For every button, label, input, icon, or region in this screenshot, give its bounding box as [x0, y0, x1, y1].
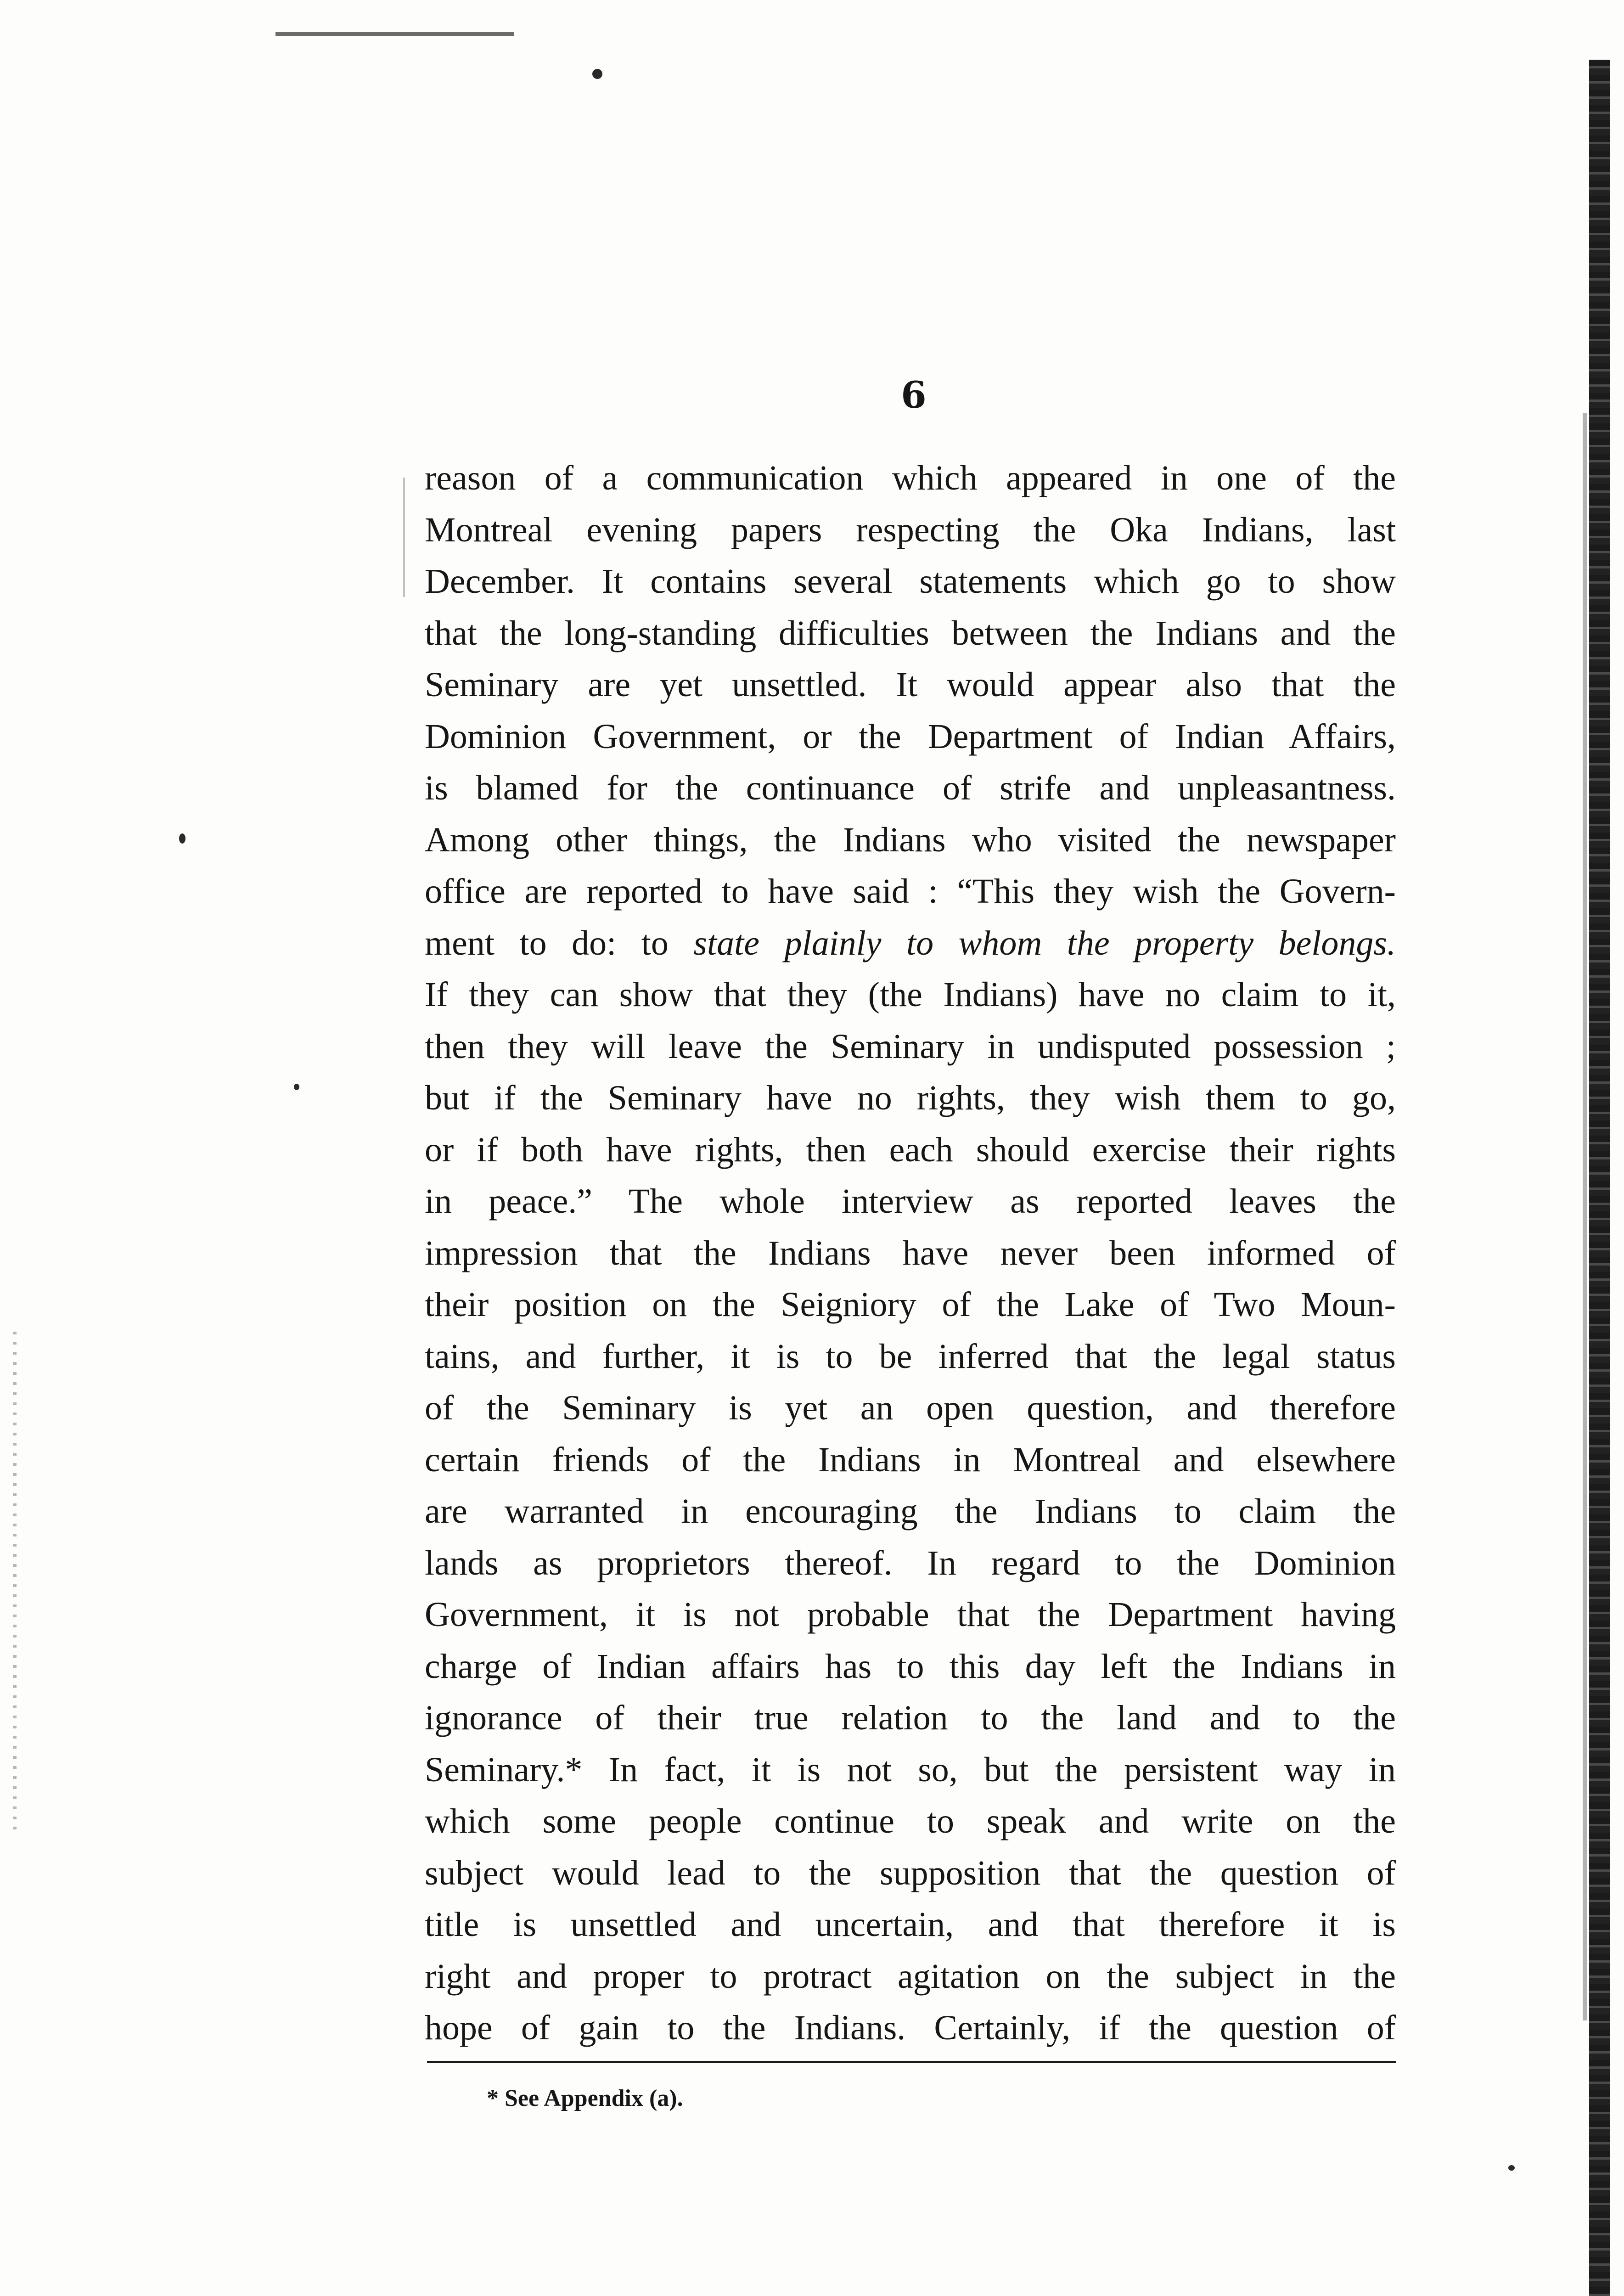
- footnote: * See Appendix (a).: [487, 2085, 683, 2111]
- text-line: impression that the Indians have never been informed of: [425, 1233, 1396, 1272]
- text-line: are warranted in encouraging the Indians to claim the: [425, 1492, 1396, 1531]
- text-line: If they can show that they (the Indians) have no claim to it,: [425, 975, 1396, 1014]
- body-text: [425, 452, 1396, 2054]
- left-edge-artifact: [13, 1332, 17, 1837]
- text-line: is blamed for the continuance of strife and unpleasantness.: [425, 769, 1396, 807]
- text-line: reason of a communication which appeared in one of the: [425, 459, 1396, 497]
- ink-speck: [592, 69, 602, 79]
- text-line: in peace.” The whole interview as reported leaves the: [425, 1182, 1396, 1221]
- margin-mark: [403, 478, 405, 597]
- scan-top-artifact: [275, 32, 514, 36]
- text-line: their position on the Seigniory of the Lake of Two Moun-: [425, 1285, 1396, 1324]
- text-line: Among other things, the Indians who visited the newspaper: [425, 820, 1396, 859]
- text-line: charge of Indian affairs has to this day left the Indians in: [425, 1647, 1396, 1686]
- text-line: lands as proprietors thereof. In regard to the Dominion: [425, 1543, 1396, 1582]
- text-line: hope of gain to the Indians. Certainly, if the question of: [425, 2009, 1396, 2047]
- text-segment: ment to do: to: [425, 923, 694, 962]
- text-line: Seminary.* In fact, it is not so, but the persistent way in: [425, 1750, 1396, 1789]
- ink-speck: [179, 833, 185, 844]
- text-line: December. It contains several statements which go to show: [425, 562, 1396, 601]
- text-line: right and proper to protract agitation on the subject in the: [425, 1957, 1396, 1996]
- text-line: or if both have rights, then each should exercise their rights: [425, 1130, 1396, 1169]
- text-line: which some people continue to speak and write on the: [425, 1802, 1396, 1840]
- text-line: office are reported to have said : “This they wish the Govern-: [425, 872, 1396, 911]
- ink-speck: [294, 1084, 299, 1090]
- text-line: certain friends of the Indians in Montreal and elsewhere: [425, 1440, 1396, 1479]
- text-line: tains, and further, it is to be inferred that the legal status: [425, 1337, 1396, 1376]
- footnote-divider: [427, 2061, 1396, 2063]
- text-line: but if the Seminary have no rights, they wish them to go,: [425, 1079, 1396, 1117]
- text-line-with-italic: [425, 917, 1396, 969]
- text-line: title is unsettled and uncertain, and that therefore it is: [425, 1905, 1396, 1944]
- page-number: 6: [901, 373, 927, 416]
- text-line: Government, it is not probable that the Department having: [425, 1595, 1396, 1634]
- binding-edge: [1589, 60, 1610, 2296]
- text-line: Montreal evening papers respecting the Oka Indians, last: [425, 510, 1396, 549]
- text-line: subject would lead to the supposition that the question of: [425, 1853, 1396, 1892]
- text-line: that the long-standing difficulties between the Indians and the: [425, 613, 1396, 653]
- text-line: then they will leave the Seminary in undisputed possession ;: [425, 1027, 1396, 1066]
- binding-shadow: [1583, 413, 1587, 2020]
- text-line: Dominion Government, or the Department of Indian Affairs,: [425, 717, 1396, 756]
- text-line: ignorance of their true relation to the land and to the: [425, 1699, 1396, 1737]
- ink-speck: [1508, 2165, 1515, 2171]
- text-line: of the Seminary is yet an open question, and therefore: [425, 1389, 1396, 1427]
- text-line: Seminary are yet unsettled. It would appear also that the: [425, 665, 1396, 704]
- italic-text-segment: state plainly to whom the property belongs.: [693, 923, 1396, 962]
